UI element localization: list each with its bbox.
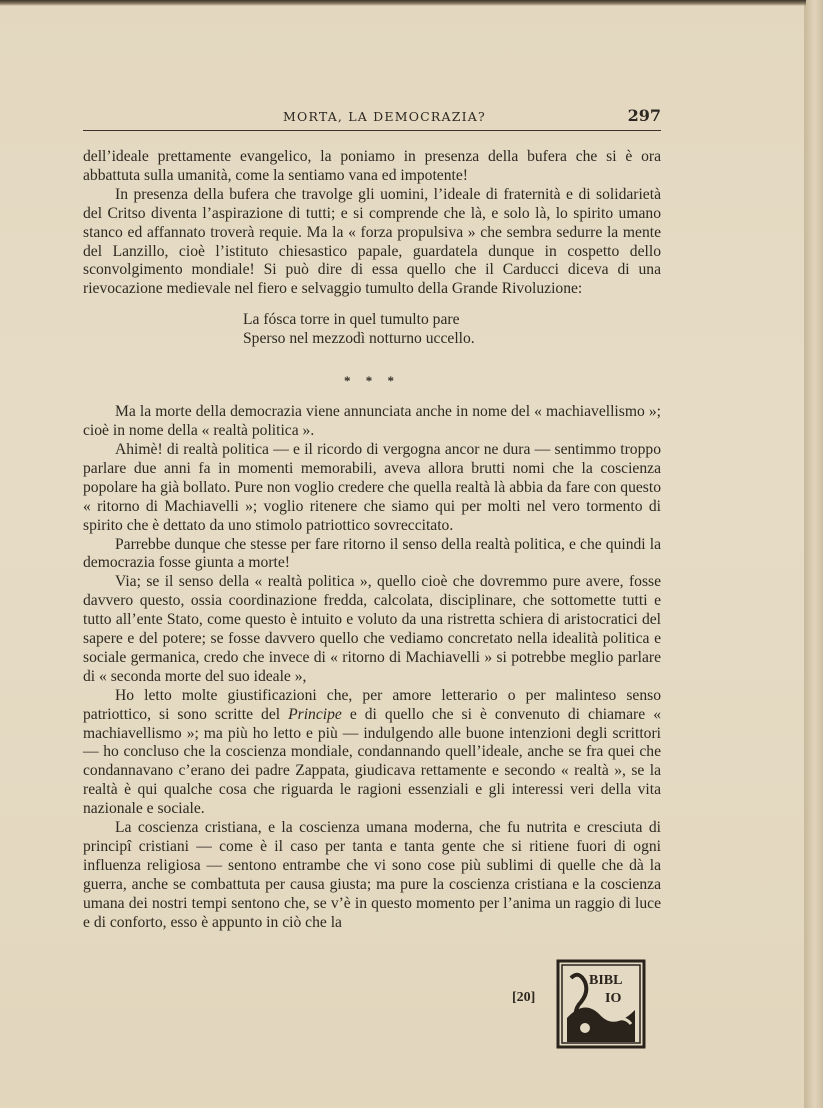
- library-stamp-icon: [555, 958, 647, 1050]
- page-edge: [806, 0, 823, 1108]
- paragraph: Ahimè! di realtà politica — e il ricordo di vergogna ancor ne dura — sentimmo troppo parlare due anni fa in momenti memorabili, aveva allora brutti nomi che la coscienza popolare ha già bollato. Pure non voglio credere che quella realtà là abbia da fare con questo « ritorno di Machiavelli »; voglio ritenere che siamo qui per molti nel vero tormento di spirito che è dettato da uno stimolo patriottico sovreccitato.: [83, 440, 661, 534]
- verse-quotation: [243, 310, 661, 348]
- top-edge: [0, 0, 806, 6]
- paragraph-text: Ho letto molte giustificazioni che, per amore letterario o per malinteso senso patriottico, si sono scritte del: [83, 686, 661, 723]
- section-separator: * * *: [344, 373, 400, 389]
- paragraph: La coscienza cristiana, e la coscienza umana moderna, che fu nutrita e cresciuta di principî cristiani — come è il caso per tanta e tanta gente che si ritiene fuori di ogni influenza religiosa — sentono entrambe che vi sono cose più sublimi di quelle che dà la guerra, anche se combattuta per causa giusta; ma pure la coscienza cristiana e la coscienza umana dei nostri tempi sentono che, se v’è in questo momento per l’anima un raggio di luce e di conforto, esso è appunto in ciò che la: [83, 819, 661, 931]
- body-text: [83, 148, 661, 933]
- verse-line: Sperso nel mezzodì notturno uccello.: [243, 330, 475, 348]
- paragraph: Parrebbe dunque che stesse per fare ritorno il senso della realtà politica, e che quindi la democrazia fosse giunta a morte!: [83, 535, 661, 572]
- library-stamp-graphic: [555, 958, 647, 1050]
- paragraph-text: e di quello che si è convenuto di chiamare « machiavellismo »; ma più ho letto e più — indulgendo alle buone intenzioni degli scrittori — ho concluso che la coscienza mondiale, condannando quell’ideale, anche se fra quei che condannavano c’erano dei padre Zappata, giudicava rettamente e secondo « realtà », se la realtà è qui qualche cosa che riguarda le ragioni essenziali e gli interessi veri della vita nazionale e sociale.: [83, 705, 661, 818]
- svg-text:BIBL: BIBL: [589, 973, 623, 988]
- book-title: Principe: [288, 705, 342, 723]
- paragraph: Via; se il senso della « realtà politica », quello cioè che dovremmo pure avere, fosse davvero questo, ossia coordinazione fredda, calcolata, disciplinare, che sottomette tutti e tutto all’ente Stato, come questo è intuito e voluto da una ristretta schiera di aristocratici del sapere e del potere; se fosse davvero quello che vediamo concretato nella idealità politica e sociale germanica, credo che invece di « ritorno di Machiavelli » si potrebbe meglio parlare di « seconda morte del suo ideale »,: [83, 573, 661, 685]
- running-header: [83, 106, 661, 131]
- svg-text:IO: IO: [605, 991, 622, 1006]
- sheet-number: [20]: [512, 990, 536, 1005]
- running-title: MORTA, LA DEMOCRAZIA?: [283, 109, 486, 124]
- verse-line: La fósca torre in quel tumulto pare: [243, 311, 460, 329]
- page-number: 297: [627, 106, 661, 125]
- paragraph: [83, 687, 661, 819]
- paragraph: dell’ideale prettamente evangelico, la poniamo in presenza della bufera che si è ora abbattuta sulla umanità, come la sentiamo vana ed impotente!: [83, 148, 661, 184]
- paragraph: Ma la morte della democrazia viene annunciata anche in nome del « machiavellismo »; cioè in nome della « realtà politica ».: [83, 403, 661, 440]
- paragraph: In presenza della bufera che travolge gli uomini, l’ideale di fraternità e di solidarietà del Critso diventa l’aspirazione di tutti; e si comprende che là, e solo là, lo spirito umano stanco ed affannato troverà requie. Ma la « forza propulsiva » che sembra sedurre la mente del Lanzillo, cioè l’istituto chiesastico papale, guardatela dunque in cospetto dello sconvolgimento mondiale! Si può dire di essa quello che il Carducci diceva di una rievocazione medievale nel fiero e selvaggio tumulto della Grande Rivoluzione:: [83, 185, 661, 298]
